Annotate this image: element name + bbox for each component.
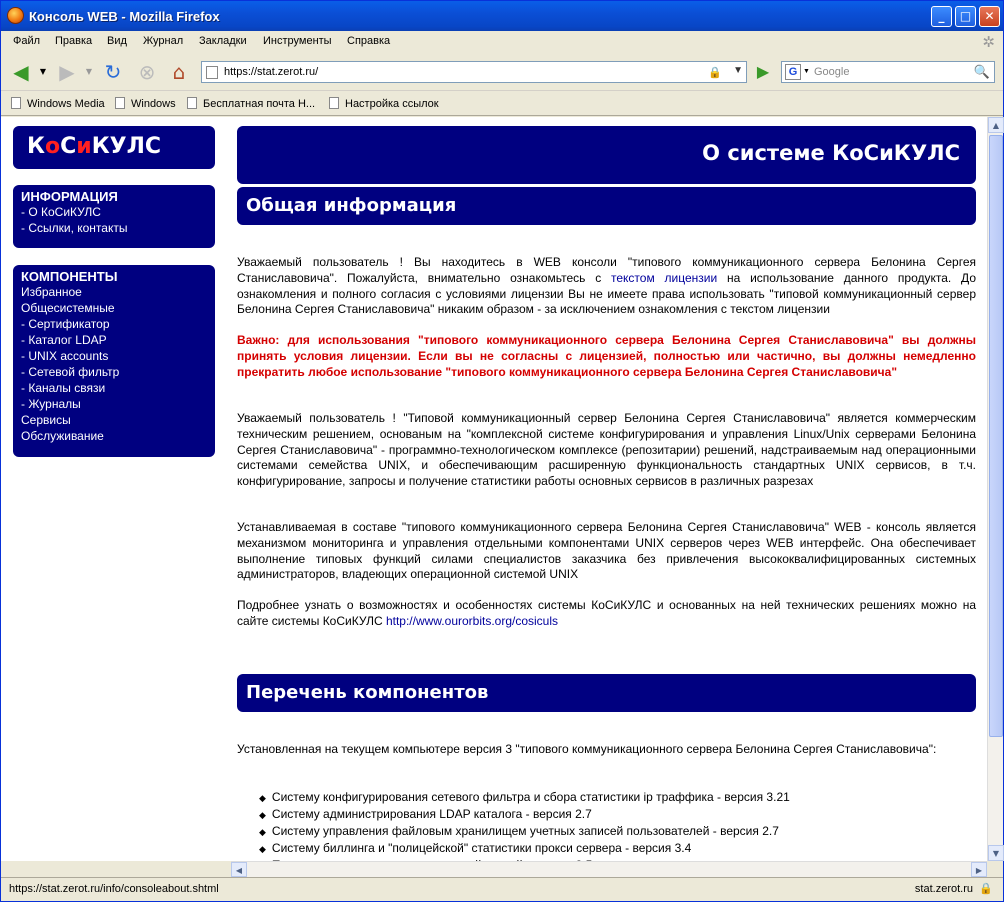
- page-icon: [206, 66, 218, 79]
- sidebar-item-certificator[interactable]: - Сертификатор: [21, 317, 110, 331]
- logo-text: и: [76, 134, 92, 159]
- home-button-icon[interactable]: ⌂: [172, 60, 186, 84]
- bookmark-label: Windows Media: [27, 98, 105, 110]
- maximize-button[interactable]: □: [955, 6, 976, 27]
- bookmark-page-icon: [115, 97, 125, 109]
- installed-version-paragraph: Установленная на текущем компьютере версия 3 "типового коммуникационного сервера Белонина Сергея Станиславовича":: [237, 742, 937, 756]
- stop-button-icon[interactable]: ⊗: [138, 60, 156, 84]
- title-bar: [1, 1, 1003, 31]
- sidebar-item-unix-accounts[interactable]: - UNIX accounts: [21, 349, 109, 363]
- security-lock-icon[interactable]: 🔒: [979, 883, 993, 895]
- back-button-icon[interactable]: ◀: [13, 60, 29, 84]
- status-bar: [1, 877, 1003, 901]
- list-item: ◆ Систему управления файловым хранилищем учетных записей пользователей - версия 2.7: [261, 823, 790, 840]
- bookmarks-toolbar: [1, 92, 1003, 116]
- project-site-link[interactable]: http://www.ourorbits.org/cosiculs: [385, 613, 559, 628]
- status-host: stat.zerot.ru: [914, 883, 973, 895]
- page-title: О системе КоСиКУЛС: [237, 126, 976, 184]
- sidebar-item-services[interactable]: Сервисы: [21, 413, 71, 427]
- menu-bookmarks[interactable]: Закладки: [199, 35, 247, 47]
- list-item: ◆ Систему биллинга и "полицейской" статистики прокси сервера - версия 3.4: [261, 840, 790, 857]
- bookmark-page-icon: [11, 97, 21, 109]
- sidebar-item-network-filter[interactable]: - Сетевой фильтр: [21, 365, 120, 379]
- sidebar-item-maintenance[interactable]: Обслуживание: [21, 429, 104, 443]
- section-title-components: Перечень компонентов: [237, 674, 976, 712]
- components-menu-title: КОМПОНЕНТЫ: [21, 269, 118, 284]
- search-input[interactable]: Google: [814, 66, 850, 78]
- minimize-button[interactable]: _: [931, 6, 952, 27]
- firefox-icon: [7, 7, 24, 24]
- horizontal-scrollbar[interactable]: [231, 861, 987, 877]
- go-button-icon[interactable]: ▶: [756, 62, 770, 81]
- list-item: ◆ Систему администрирования LDAP каталога - версия 2.7: [261, 806, 790, 823]
- engine-dropdown-icon[interactable]: ▼: [803, 68, 810, 75]
- menu-file[interactable]: Файл: [13, 35, 41, 47]
- section-title-general: Общая информация: [237, 187, 976, 225]
- description-paragraph: Уважаемый пользователь ! "Типовой коммуникационный сервер Белонина Сергея Станиславовича" является коммерческим техническим решением, основаным на "комплексной системе конфигурирования и управления Linux/Unix серверами Белонина Сергея Станиславовича" - программно-технологическом комплексе (репозитарии) решений, надстраиваемым над операционными системами семейства UNIX, и обеспечивающим расширенную функциональность стандартных UNIX сервисов, в т.ч. конфигурирование, запросы и получение статистики работы основных сервисов в различных разрезах: [237, 411, 976, 489]
- logo-text: С: [60, 134, 77, 159]
- status-text: https://stat.zerot.ru/info/consoleabout.shtml: [9, 883, 219, 895]
- forward-button-icon[interactable]: ▶: [59, 60, 75, 84]
- url-dropdown-icon[interactable]: ▼: [733, 65, 743, 76]
- sidebar-item-links[interactable]: - Ссылки, контакты: [21, 221, 128, 235]
- close-button[interactable]: ✕: [979, 6, 1000, 27]
- menu-help[interactable]: Справка: [347, 35, 391, 47]
- url-bar[interactable]: [201, 61, 747, 83]
- info-menu-title: ИНФОРМАЦИЯ: [21, 189, 118, 204]
- lock-icon[interactable]: 🔒: [708, 67, 722, 79]
- bookmark-label: Windows: [131, 98, 176, 110]
- license-link[interactable]: текстом лицензии: [611, 270, 718, 285]
- bookmark-item[interactable]: [115, 97, 176, 110]
- site-logo[interactable]: [13, 126, 215, 169]
- menu-tools[interactable]: Инструменты: [263, 35, 332, 47]
- navigation-toolbar: [1, 53, 1003, 91]
- bookmark-item[interactable]: [11, 97, 105, 110]
- logo-text: КУЛС: [91, 134, 162, 159]
- sidebar-item-general[interactable]: Общесистемные: [21, 301, 115, 315]
- bookmark-item[interactable]: [187, 97, 315, 110]
- sidebar-item-about[interactable]: - О КоСиКУЛС: [21, 205, 101, 219]
- info-menu: [13, 185, 215, 248]
- page-content: [1, 117, 987, 861]
- bookmark-label: Настройка ссылок: [345, 98, 439, 110]
- sidebar-item-channels[interactable]: - Каналы связи: [21, 381, 106, 395]
- sidebar-item-logs[interactable]: - Журналы: [21, 397, 81, 411]
- scroll-left-icon[interactable]: ◀: [231, 862, 247, 877]
- menu-view[interactable]: Вид: [107, 35, 127, 47]
- paragraph-text: Уважаемый пользователь ! Вы находитесь в WEB консоли "типового коммуникационного сервера Белонина Сергея Станиславовича". Пожалуйста, внимательно ознакомьтесь с: [237, 255, 976, 285]
- back-history-dropdown-icon[interactable]: ▼: [39, 67, 47, 76]
- scroll-right-icon[interactable]: ▶: [971, 862, 987, 877]
- sidebar-item-favorites[interactable]: Избранное: [21, 285, 82, 299]
- forward-history-dropdown-icon[interactable]: ▼: [85, 67, 93, 76]
- url-input[interactable]: https://stat.zerot.ru/: [224, 66, 319, 78]
- components-menu: [13, 265, 215, 457]
- logo-text: К: [27, 134, 45, 159]
- reload-button-icon[interactable]: ↻: [104, 60, 122, 84]
- bookmark-label: Бесплатная почта H...: [203, 98, 316, 110]
- throbber-icon: ✲: [982, 34, 995, 51]
- menu-history[interactable]: Журнал: [143, 35, 184, 47]
- scrollbar-thumb[interactable]: [989, 135, 1003, 737]
- console-paragraph: Устанавливаемая в составе "типового коммуникационного сервера Белонина Сергея Станиславовича" WEB - консоль является механизмом мониторинга и управления отдельными компонентами UNIX серверов через WEB интерфейс. Она обеспечивает выполнение типовых функций силами специалистов заказчика без привлечения высококвалифицированных системных администраторов, владеющих операционной системой UNIX: [237, 520, 976, 582]
- scroll-down-icon[interactable]: ▼: [988, 845, 1004, 861]
- bookmark-page-icon: [329, 97, 339, 109]
- paragraph-text: на использование данного продукта. До ознакомления и полного согласия с условиями лицензии Вы не имеете права использовать "типовой коммуникационный сервер Белонина Сергея Станиславовича" никаким образом - за исключением ознакомления с текстом лицензии: [237, 270, 976, 317]
- logo-text: о: [44, 134, 61, 159]
- bookmark-item[interactable]: [329, 97, 439, 110]
- google-engine-icon[interactable]: G: [785, 64, 801, 80]
- license-warning: Важно: для использования "типового коммуникационного сервера Белонина Сергея Станиславовича" вы должны принять условия лицензии. Если вы не согласны с лицензией, полностью или частично, вы должны немедленно прекратить любое использование "типового коммуникационного сервера Белонина Сергея Станиславовича": [237, 333, 976, 379]
- menu-bar: [1, 31, 1003, 53]
- more-info-paragraph: [237, 598, 976, 630]
- list-item: ◆ Систему конфигурирования сетевого фильтра и сбора статистики ip траффика - версия 3.21: [261, 789, 790, 806]
- window-title: Консоль WEB - Mozilla Firefox: [29, 9, 220, 24]
- search-bar[interactable]: [781, 61, 995, 83]
- search-icon[interactable]: 🔍: [973, 64, 990, 79]
- intro-paragraph: [237, 255, 976, 318]
- menu-edit[interactable]: Правка: [55, 35, 93, 47]
- scroll-up-icon[interactable]: ▲: [988, 117, 1004, 133]
- bookmark-page-icon: [187, 97, 197, 109]
- sidebar-item-ldap[interactable]: - Каталог LDAP: [21, 333, 107, 347]
- paragraph-text: Подробнее узнать о возможностях и особенностях системы КоСиКУЛС и основанных на ней технических решениях можно на сайте системы КоСиКУЛС: [237, 598, 976, 628]
- vertical-scrollbar[interactable]: [987, 117, 1003, 861]
